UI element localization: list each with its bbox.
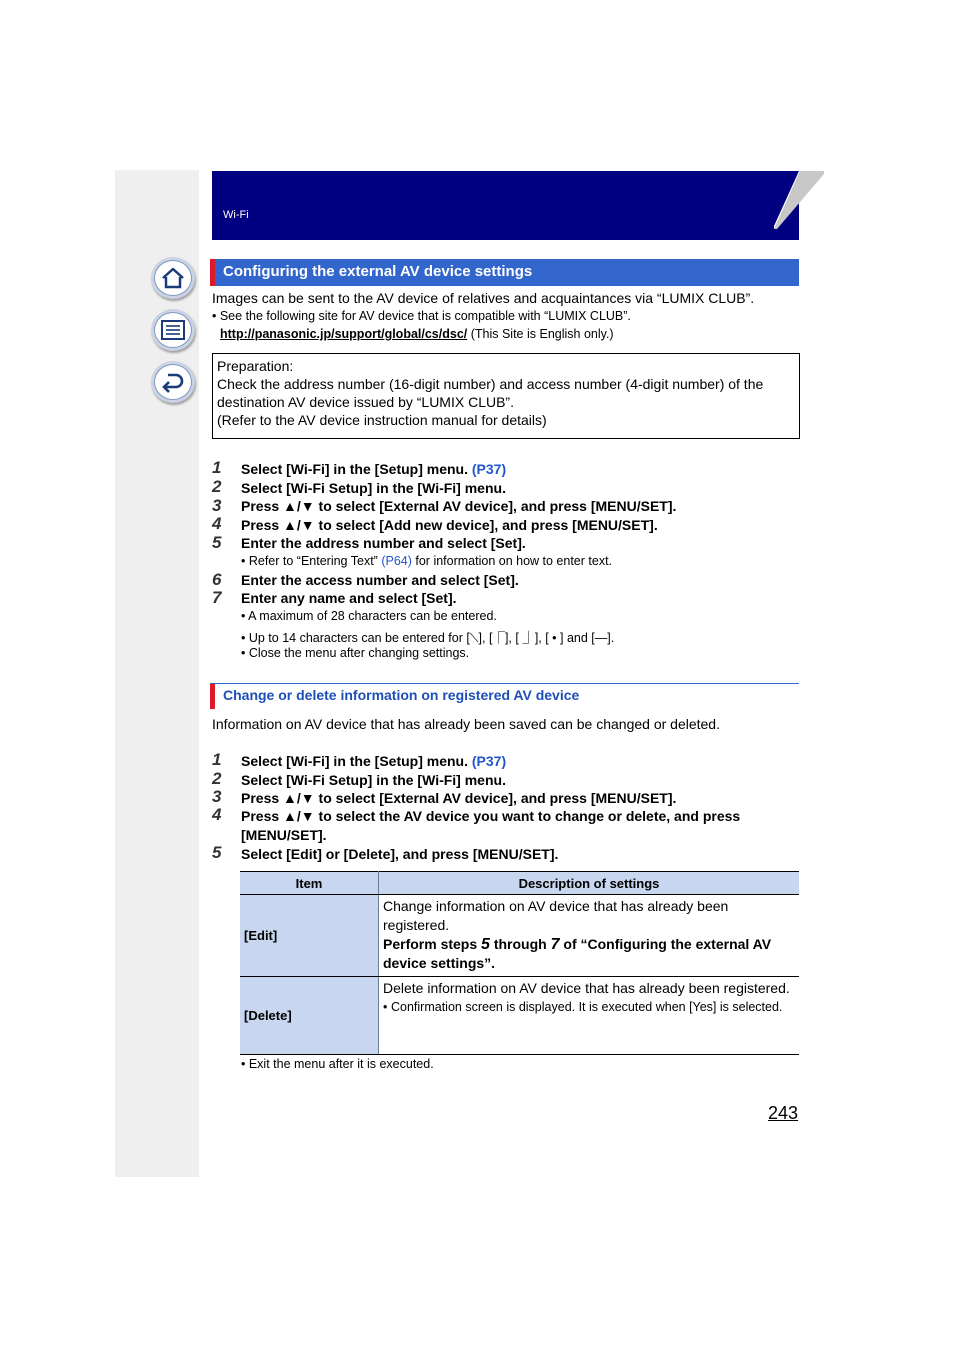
- step-text-continued: [MENU/SET].: [241, 827, 327, 843]
- subsection-intro: Information on AV device that has already been saved can be changed or deleted.: [212, 716, 720, 732]
- page-ref-link[interactable]: (P37): [471, 461, 507, 477]
- page-ref-link[interactable]: (P64): [381, 554, 412, 568]
- settings-table: [240, 871, 799, 1055]
- step7-note: • Close the menu after changing settings.: [241, 646, 470, 660]
- step-text: Press ▲/▼ to select [External AV device], and press [MENU/SET].: [241, 498, 677, 514]
- step-number: 7: [212, 588, 222, 607]
- step-text: Press ▲/▼ to select [Add new device], and press [MENU/SET].: [241, 517, 658, 533]
- step-number: 1: [212, 750, 222, 769]
- step-text: Enter any name and select [Set].: [241, 590, 457, 606]
- compat-note: • See the following site for AV device that is compatible with “LUMIX CLUB”.: [212, 309, 631, 323]
- page-ref-link[interactable]: (P37): [471, 753, 507, 769]
- menu-button[interactable]: [151, 309, 195, 351]
- table-header-item: Item: [240, 872, 379, 895]
- section-marker: [210, 259, 215, 286]
- step-text: Select [Wi-Fi] in the [Setup] menu. (P37): [241, 461, 507, 477]
- step-number: 2: [212, 769, 222, 788]
- step-text: Enter the access number and select [Set].: [241, 572, 519, 588]
- step-number: 3: [212, 496, 222, 515]
- preparation-box: [212, 353, 800, 439]
- step-text: Select [Edit] or [Delete], and press [MENU/SET].: [241, 846, 559, 862]
- table-header-row: [240, 872, 799, 895]
- table-header-description: Description of settings: [379, 872, 800, 895]
- table-desc-edit: [379, 895, 800, 977]
- back-arrow-icon: [160, 371, 186, 393]
- step-number: 2: [212, 477, 222, 496]
- subsection-title-text: Change or delete information on registered AV device: [223, 687, 580, 703]
- chapter-title: Wi-Fi: [223, 209, 249, 221]
- step-text: Select [Wi-Fi Setup] in the [Wi-Fi] menu.: [241, 772, 506, 788]
- step-number: 6: [212, 570, 222, 589]
- table-item-delete: [Delete]: [240, 977, 379, 1055]
- support-link[interactable]: http://panasonic.jp/support/global/cs/dsc/: [220, 327, 468, 341]
- step-number: 3: [212, 787, 222, 806]
- section-title-text: Configuring the external AV device settings: [223, 263, 533, 280]
- step-text: Select [Wi-Fi Setup] in the [Wi-Fi] menu.: [241, 480, 506, 496]
- step-text: Enter the address number and select [Set].: [241, 535, 526, 551]
- chapter-header: [212, 171, 799, 240]
- table-row: [240, 977, 799, 1055]
- page-number: 243: [768, 1103, 799, 1123]
- table-desc-delete: [379, 977, 800, 1055]
- prep-line: Preparation:: [217, 358, 294, 374]
- step5-note: • Refer to “Entering Text” (P64) for information on how to enter text.: [241, 554, 613, 568]
- step-text: Select [Wi-Fi] in the [Setup] menu. (P37): [241, 753, 507, 769]
- step-text: Press ▲/▼ to select [External AV device], and press [MENU/SET].: [241, 790, 677, 806]
- footnote: • Exit the menu after it is executed.: [241, 1057, 434, 1071]
- edit-desc-text: Change information on AV device that has already been registered.: [383, 898, 729, 933]
- table-item-edit: [Edit]: [240, 895, 379, 977]
- subsection-marker: [210, 684, 215, 709]
- step-text: Press ▲/▼ to select the AV device you want to change or delete, and press: [241, 808, 741, 824]
- url-line: [220, 327, 614, 341]
- step-number: 1: [212, 458, 222, 477]
- step7-note: • A maximum of 28 characters can be entered.: [241, 609, 497, 623]
- step7-note: • Up to 14 characters can be entered for [⟍], [⎾], [ ⏌], [ • ] and [—].: [241, 631, 615, 645]
- home-button[interactable]: [151, 257, 195, 299]
- header-corner-decoration: [774, 171, 824, 229]
- step-number: 5: [212, 533, 222, 552]
- prep-line: (Refer to the AV device instruction manual for details): [217, 412, 547, 428]
- menu-list-icon: [160, 319, 186, 341]
- section-title: [210, 259, 799, 286]
- step-number: 4: [212, 514, 222, 533]
- prep-line: Check the address number (16-digit number) and access number (4-digit number) of the: [217, 376, 764, 392]
- delete-desc-note: • Confirmation screen is displayed. It is executed when [Yes] is selected.: [383, 1000, 783, 1014]
- prep-line: destination AV device issued by “LUMIX CLUB”.: [217, 394, 514, 410]
- delete-desc-text: Delete information on AV device that has already been registered.: [383, 980, 790, 996]
- step-number: 4: [212, 805, 222, 824]
- subsection-title: [210, 683, 799, 709]
- back-button[interactable]: [151, 361, 195, 403]
- edit-desc-instruction: Perform steps 5 through 7 of “Configuring the external AV device settings”.: [383, 936, 772, 971]
- step-number: 5: [212, 843, 222, 862]
- home-icon: [160, 266, 186, 290]
- table-row: [240, 895, 799, 977]
- section-intro: Images can be sent to the AV device of relatives and acquaintances via “LUMIX CLUB”.: [212, 290, 755, 306]
- url-note: (This Site is English only.): [467, 327, 614, 341]
